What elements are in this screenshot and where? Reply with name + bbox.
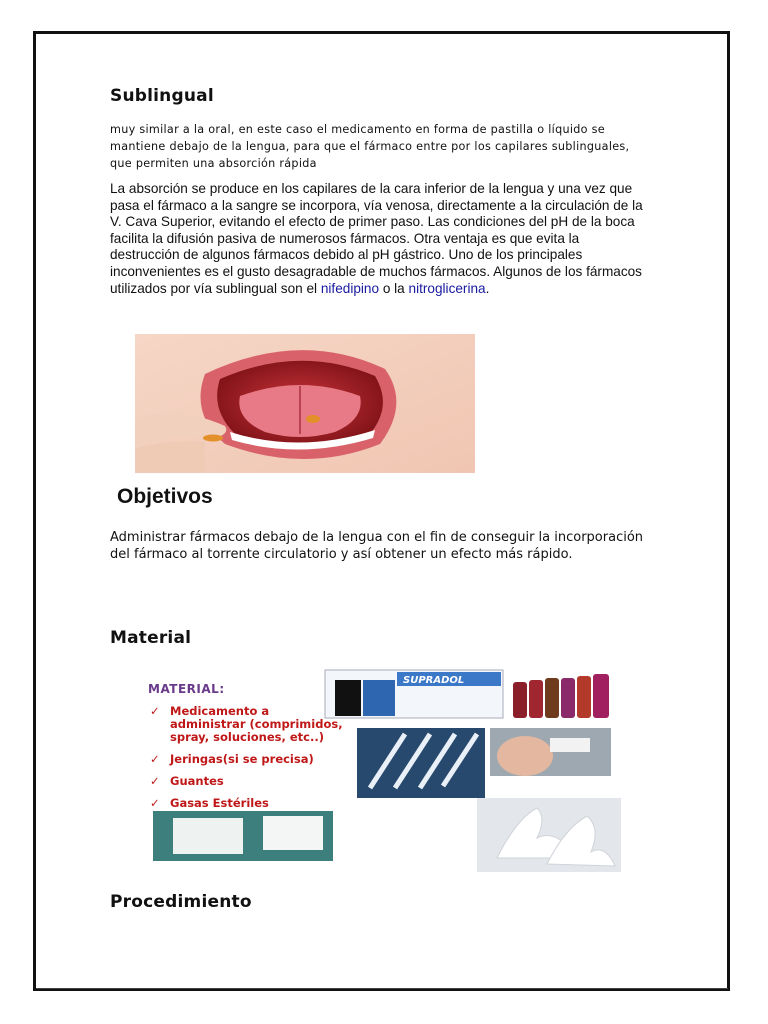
- paragraph-text: La absorción se produce en los capilares de la cara inferior de la lengua y una vez que pasa el fármaco a la sangre se incorpora, vía venosa, directamente a la circulación de la V. Cava Superior, evitando el efecto de primer paso. Las condiciones del pH de la boca facilita la difusión pasiva de numerosos fármacos. Otra ventaja es que evita la destrucción de algunos fármacos debido al pH gástrico. Uno de los principales inconvenientes es el gusto desagradable de muchos fármacos. Algunos de los fármacos utilizados por vía sublingual son el: [110, 181, 643, 296]
- link-nitroglicerina[interactable]: nitroglicerina: [408, 280, 486, 296]
- checkmark-icon: ✓: [150, 796, 160, 810]
- material-list: [148, 683, 348, 810]
- supradol-box-label: SUPRADOL: [403, 675, 465, 686]
- sublingual-paragraph: [110, 181, 650, 297]
- checkmark-icon: ✓: [150, 704, 160, 718]
- material-list-heading: MATERIAL:: [148, 682, 225, 696]
- paragraph-connector: o la: [379, 280, 409, 296]
- gauze-image: [153, 811, 333, 861]
- section-title-material: Material: [110, 628, 192, 648]
- sublingual-mouth-image: [135, 334, 475, 473]
- material-item: ✓ Guantes: [150, 774, 224, 788]
- objetivos-text: [110, 530, 670, 564]
- material-item: ✓ Medicamento a administrar (comprimidos, spray, soluciones, etc..): [150, 704, 343, 744]
- syringes-image: [357, 728, 485, 798]
- inhaler-image: [490, 728, 611, 776]
- section-title-sublingual: Sublingual: [110, 86, 214, 106]
- supradol-box-image: [325, 670, 503, 718]
- link-nifedipino[interactable]: nifedipino: [320, 280, 380, 296]
- checkmark-icon: ✓: [150, 774, 160, 788]
- page-border-bottom-line: [36, 988, 728, 989]
- section-title-objetivos: Objetivos: [117, 485, 213, 508]
- gloves-image: [477, 798, 621, 872]
- paragraph-end: .: [485, 280, 490, 296]
- objetivos-line-1: Administrar fármacos debajo de la lengua con el fin de conseguir la incorporación: [110, 530, 644, 545]
- material-item: ✓ Gasas Estériles: [150, 796, 269, 810]
- sublingual-intro: muy similar a la oral, en este caso el medicamento en forma de pastilla o líquido se mantiene debajo de la lengua, para que el fármaco entre por los capilares sublinguales, que permiten una absorción rápida: [110, 123, 630, 170]
- checkmark-icon: ✓: [150, 752, 160, 766]
- section-title-procedimiento: Procedimiento: [110, 892, 252, 912]
- material-item: ✓ Jeringas(si se precisa): [150, 752, 314, 766]
- medicine-bottles-image: [511, 672, 617, 722]
- objetivos-line-2: del fármaco al torrente circulatorio y así obtener un efecto más rápido.: [110, 546, 573, 562]
